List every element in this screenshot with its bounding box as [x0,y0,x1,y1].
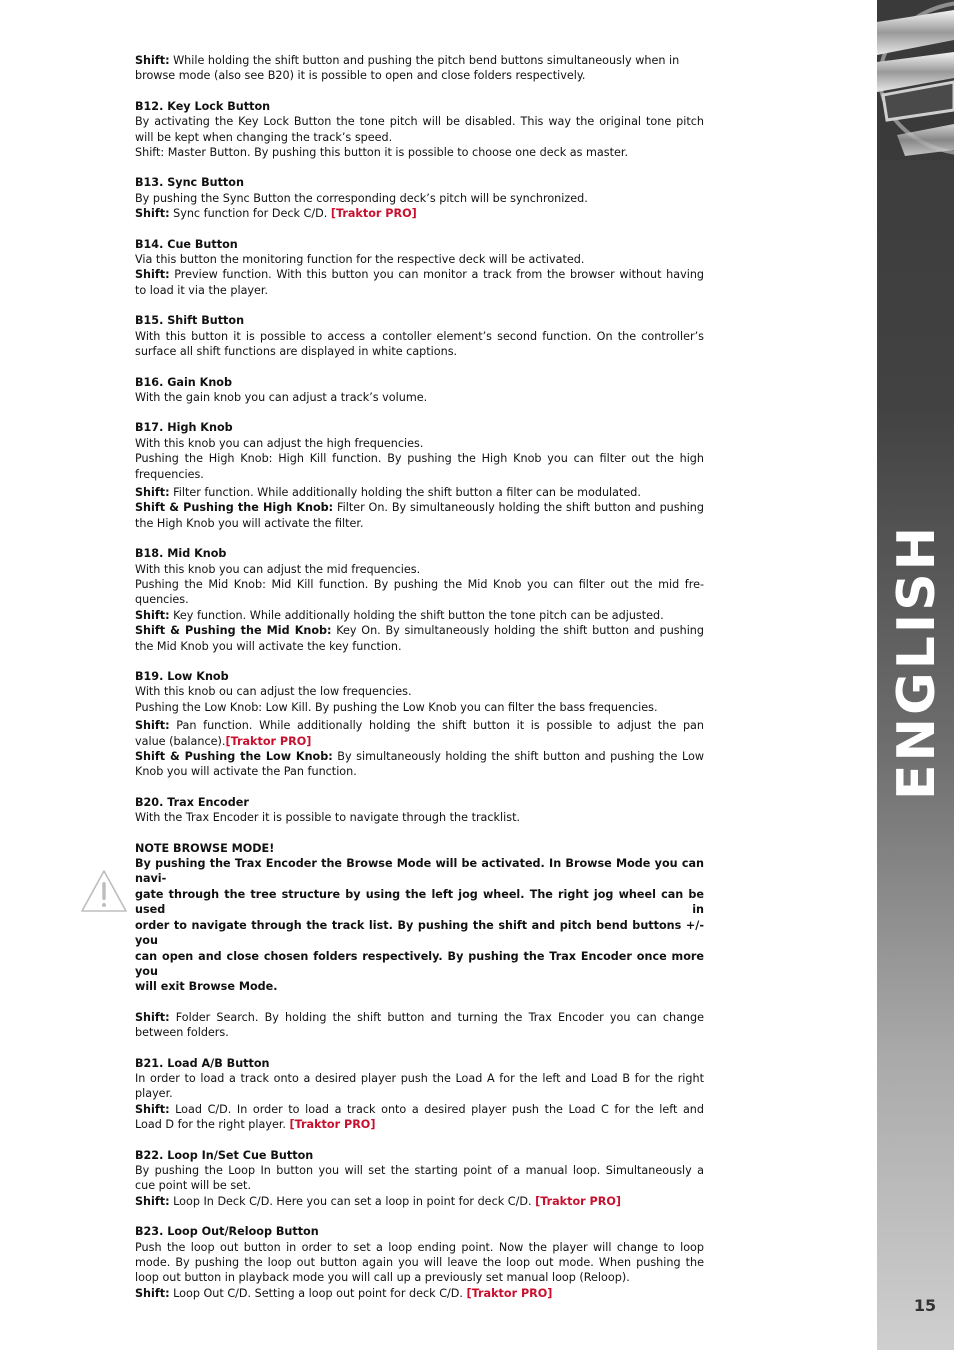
section-b16: B16. Gain Knob With the gain knob you can adjust a track’s volume. [135,375,704,406]
shift-label: Shift: [135,1102,170,1116]
shift-label: Shift: [135,207,170,221]
warning-triangle-icon [80,868,128,914]
shift-label: Shift: [135,1194,170,1208]
section-b14: B14. Cue Button Via this button the monitoring function for the respective deck will be activated. Shift: Preview function. With this button you can monitor a track from the browser without having to load it via the player. [135,237,705,297]
section-b20: B20. Trax Encoder With the Trax Encoder it is possible to navigate through the tracklist. [135,795,704,826]
section-title: B17. High Knob [135,421,233,435]
note-title: NOTE BROWSE MODE! [135,841,275,855]
traktor-pro-tag: [Traktor PRO] [535,1194,621,1208]
section-b12: B12. Key Lock Button By activating the Key Lock Button the tone pitch will be disabled. This way the original tone pitch will be kept when changing the track’s speed. Shift: Master Button. By pushing this button it is possible to choose one deck as master. [135,99,704,160]
section-b22: B22. Loop In/Set Cue Button By pushing the Loop In button you will set the starting point of a manual loop. Simultaneously a cue point will be set. Shift: Loop In Deck C/D. Here you can set a loop in point for deck C/D. [Traktor PRO] [135,1148,704,1208]
section-b18: B18. Mid Knob With this knob you can adjust the mid frequencies. Pushing the Mid Knob: Mid Kill function. By pushing the Mid Knob you can filter out the mid fre- quencies. Shift: Key function. While additionally holding the shift button the tone pitch can be adjusted. Shift & Pushing the Mid Knob: Key On. By simultaneously holding the shift button and pushing the Mid Knob you will activate the key function. [135,547,704,653]
note-browse-mode: NOTE BROWSE MODE! By pushing the Trax Encoder the Browse Mode will be activated. In Browse Mode you can navi- gate through the tree structure by using the left jog wheel. The right jog wheel can be used in order to navigate through the track list. By pushing the shift and pitch bend buttons +/- you can open and close chosen folders respectively. By pushing the Trax Encoder once more you will exit Browse Mode. [135,841,704,994]
language-label: ENGLISH [887,523,947,800]
section-title: B13. Sync Button [135,176,244,190]
section-title: B22. Loop In/Set Cue Button [135,1148,314,1162]
combo-label: Shift & Pushing the High Knob: [135,501,334,515]
section-b21: B21. Load A/B Button In order to load a track onto a desired player push the Load A for the left and Load B for the right player. Shift: Load C/D. In order to load a track onto a desired player push the Load C for the left and Load D for the right player. [Traktor PRO] [135,1056,705,1132]
shift-label: Shift: [135,719,170,733]
section-title: B23. Loop Out/Reloop Button [135,1225,319,1239]
traktor-pro-tag: [Traktor PRO] [289,1118,376,1132]
traktor-pro-tag: [Traktor PRO] [466,1286,553,1300]
section-folder-search: Shift: Folder Search. By holding the shift button and turning the Trax Encoder you can change between folders. [135,1010,704,1040]
section-b15: B15. Shift Button With this button it is possible to access a contoller element’s second function. On the controller’s surface all shift functions are displayed in white captions. [135,314,704,359]
traktor-pro-tag: [Traktor PRO] [330,207,417,221]
section-b17: B17. High Knob With this knob you can adjust the high frequencies. Pushing the High Knob: High Kill function. By pushing the High Knob you can filter out the high frequencies. Shift: Filter function. While additionally holding the shift button a filter can be modulated. Shift & Pushing the High Knob: Filter On. By simultaneously holding the shift button and pushing the High Knob you will activate the filter. [135,421,704,530]
section-title: B12. Key Lock Button [135,99,271,113]
section-title: B19. Low Knob [135,670,229,683]
shift-label: Shift: [135,1286,170,1300]
section-title: B18. Mid Knob [135,547,227,561]
shift-label: Shift: [135,608,170,622]
manual-content [135,53,704,1316]
section-b23: B23. Loop Out/Reloop Button Push the loop out button in order to set a loop ending point. Now the player will change to loop mode. By pushing the loop out button again you will leave the loop out mode. When pushing the loop out button in playback mode you will call up a previously set manual loop (Reloop). Shift: Loop Out C/D. Setting a loop out point for deck C/D. [Traktor PRO] [135,1225,704,1300]
shift-label: Shift: [135,268,170,282]
shift-label: Shift: [135,54,170,67]
section-b19: B19. Low Knob With this knob ou can adjust the low frequencies. Pushing the Low Knob: Low Kill. By pushing the Low Knob you can filter the bass frequencies. Shift: Pan function. While additionally holding the shift button it is possible to adjust the pan value (balance).[Traktor PRO] Shift & Pushing the Low Knob: By simultaneously holding the shift button and pushing the Low Knob you will activate the Pan function. [135,670,705,779]
combo-label: Shift & Pushing the Mid Knob: [135,624,332,638]
section-title: B21. Load A/B Button [135,1056,270,1070]
shift-intro: Shift: While holding the shift button and pushing the pitch bend buttons simultaneously when in browse mode (also see B20) it is possible to open and close folders respectively. [135,54,680,83]
page-number: 15 [913,1296,937,1315]
section-title: B15. Shift Button [135,314,245,328]
section-title: B16. Gain Knob [135,375,232,389]
brand-swoosh-icon [877,0,954,160]
section-title: B20. Trax Encoder [135,795,249,809]
combo-label: Shift & Pushing the Low Knob: [135,750,333,764]
section-title: B14. Cue Button [135,237,238,251]
shift-label: Shift: [135,1010,170,1024]
shift-label: Shift: [135,485,170,499]
section-b13: B13. Sync Button By pushing the Sync Button the corresponding deck’s pitch will be synchronized. Shift: Sync function for Deck C/D. [Traktor PRO] [135,175,704,221]
traktor-pro-tag: [Traktor PRO] [225,734,312,748]
